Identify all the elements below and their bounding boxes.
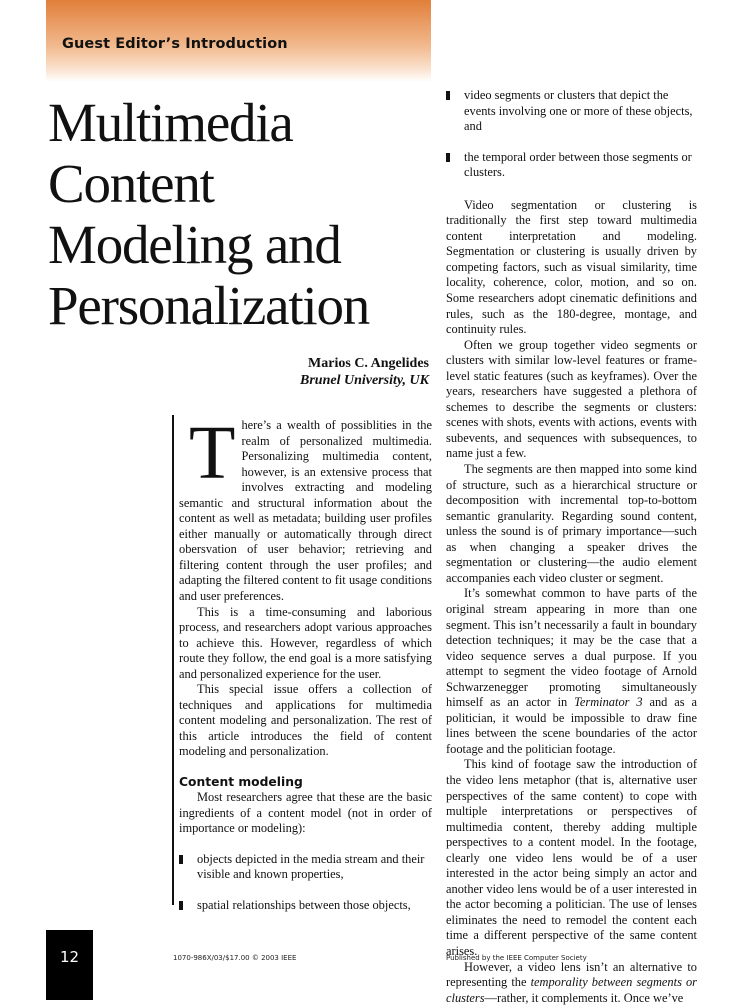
page-number-box	[46, 930, 93, 1000]
bullet-item	[179, 852, 432, 883]
intro-text: here’s a wealth of possiblities in the realm of personalized multimedia. Personalizing multimedia content, however, is an extensive process that involves extracting and modeling semantic and structural information about the content as well as metadata; building user profiles either manually or automatically through direct obersvation of user behavior; retrieving and filtering content through the user profiles; and adapting the filtered content to fit usage conditions and user preferences.	[179, 418, 432, 604]
author-block	[300, 355, 429, 389]
text-run: It’s somewhat common to have parts of the original stream appearing in more than one segment. This isn’t necessarily a fault in boundary detection techniques; it may be the case that a video sequence serves a dual purpose. If you attempt to segment the video footage of Arnold Schwarzenegger promoting simultaneously himself as an actor in	[446, 586, 697, 710]
bullet-square-icon	[446, 91, 450, 100]
copyright-line: 1070-986X/03/$17.00 © 2003 IEEE	[173, 954, 297, 962]
section-label: Guest Editor’s Introduction	[62, 36, 288, 52]
author-affiliation: Brunel University, UK	[300, 373, 429, 388]
intro-paragraph	[179, 411, 432, 605]
page-number: 12	[59, 948, 80, 966]
paragraph	[446, 960, 697, 1006]
bullet-item	[446, 150, 697, 181]
paragraph: Most researchers agree that these are the basic ingredients of a content model (not in order of importance or modeling):	[179, 790, 432, 836]
subheading-content-modeling: Content modeling	[179, 775, 303, 790]
bullet-text: objects depicted in the media stream and their visible and known properties,	[197, 851, 425, 882]
title-line: Personalization	[48, 275, 370, 336]
bullet-text: video segments or clusters that depict the events involving one or more of these objects, and	[464, 88, 693, 134]
text-run: However, a video lens isn’t an alternative to representing the	[446, 959, 697, 990]
drop-cap: T	[189, 411, 236, 495]
text-run: —rather, it complements it. Once we’ve	[484, 990, 684, 1005]
bullet-square-icon	[179, 855, 183, 864]
paragraph: Often we group together video segments or clusters with similar low-level features or frame-level static features (such as keyframes). Over the years, researchers have suggested a plethora of schemes to describe the segments or clusters: scenes with shots, events with actions, events with subevents, and sequences with subsequences, to name just a few.	[446, 337, 697, 461]
paragraph: This special issue offers a collection of techniques and applications for multimedia content modeling and personalization. The rest of this article introduces the field of content modeling and personalization.	[179, 682, 432, 759]
paragraph: This is a time-consuming and laborious process, and researchers adopt various approaches to achieve this. However, regardless of which route they follow, the end goal is a more satisfying and personalized experience for the user.	[179, 604, 432, 681]
paragraph: The segments are then mapped into some kind of structure, such as a hierarchical structure or decomposition with incremental top-to-bottom semantic granularity. Regarding sound content, unless the sound is of primary importance—such as when changing a speaker drives the segmentation or clustering—the audio element accompanies each video cluster or segment.	[446, 462, 697, 585]
title-line: Modeling and	[48, 214, 341, 275]
author-name: Marios C. Angelides	[308, 356, 429, 371]
paragraph: This kind of footage saw the introduction of the video lens metaphor (that is, alternative user perspectives of the same content) to cope with multiple interpretations or perspectives of multimedia content, thereby adding multiple perspectives to a content model. In the footage, clearly one video lens would be of a user interested in the actor being simply an actor and another video lens would be of a user interested in the actor becoming a politician. The use of lenses eliminates the need to remodel the content each time a different perspective of the same content arises.	[446, 757, 697, 958]
bullet-item	[446, 88, 697, 135]
bullet-square-icon	[446, 153, 450, 162]
paragraph	[446, 586, 697, 757]
italic-phrase: temporality between segments or clusters	[446, 975, 697, 1005]
title-line: Content	[48, 153, 214, 214]
column-rule	[172, 415, 174, 905]
publisher-line: Published by the IEEE Computer Society	[446, 954, 587, 962]
bullet-square-icon	[179, 901, 183, 910]
right-column	[446, 88, 697, 1006]
title-line: Multimedia	[48, 92, 293, 153]
bullet-item	[179, 898, 432, 914]
article-title	[48, 92, 428, 336]
left-column	[179, 411, 432, 928]
bullet-text: spatial relationships between those objects,	[197, 897, 411, 912]
bullet-text: the temporal order between those segments or clusters.	[464, 149, 692, 180]
paragraph: Video segmentation or clustering is traditionally the first step toward multimedia content interpretation and modeling. Segmentation or clustering is usually driven by competing factors, such as visual similarity, time locality, coherence, color, motion, and so on. Some researchers adopt cinematic definitions and rules, such as the 180-degree, montage, and continuity rules.	[446, 197, 697, 337]
text-run: and as a politician, it would be impossible to draw fine lines between the scene boundaries of the actor footage and the politician footage.	[446, 695, 697, 756]
italic-title: Terminator 3	[574, 695, 643, 710]
